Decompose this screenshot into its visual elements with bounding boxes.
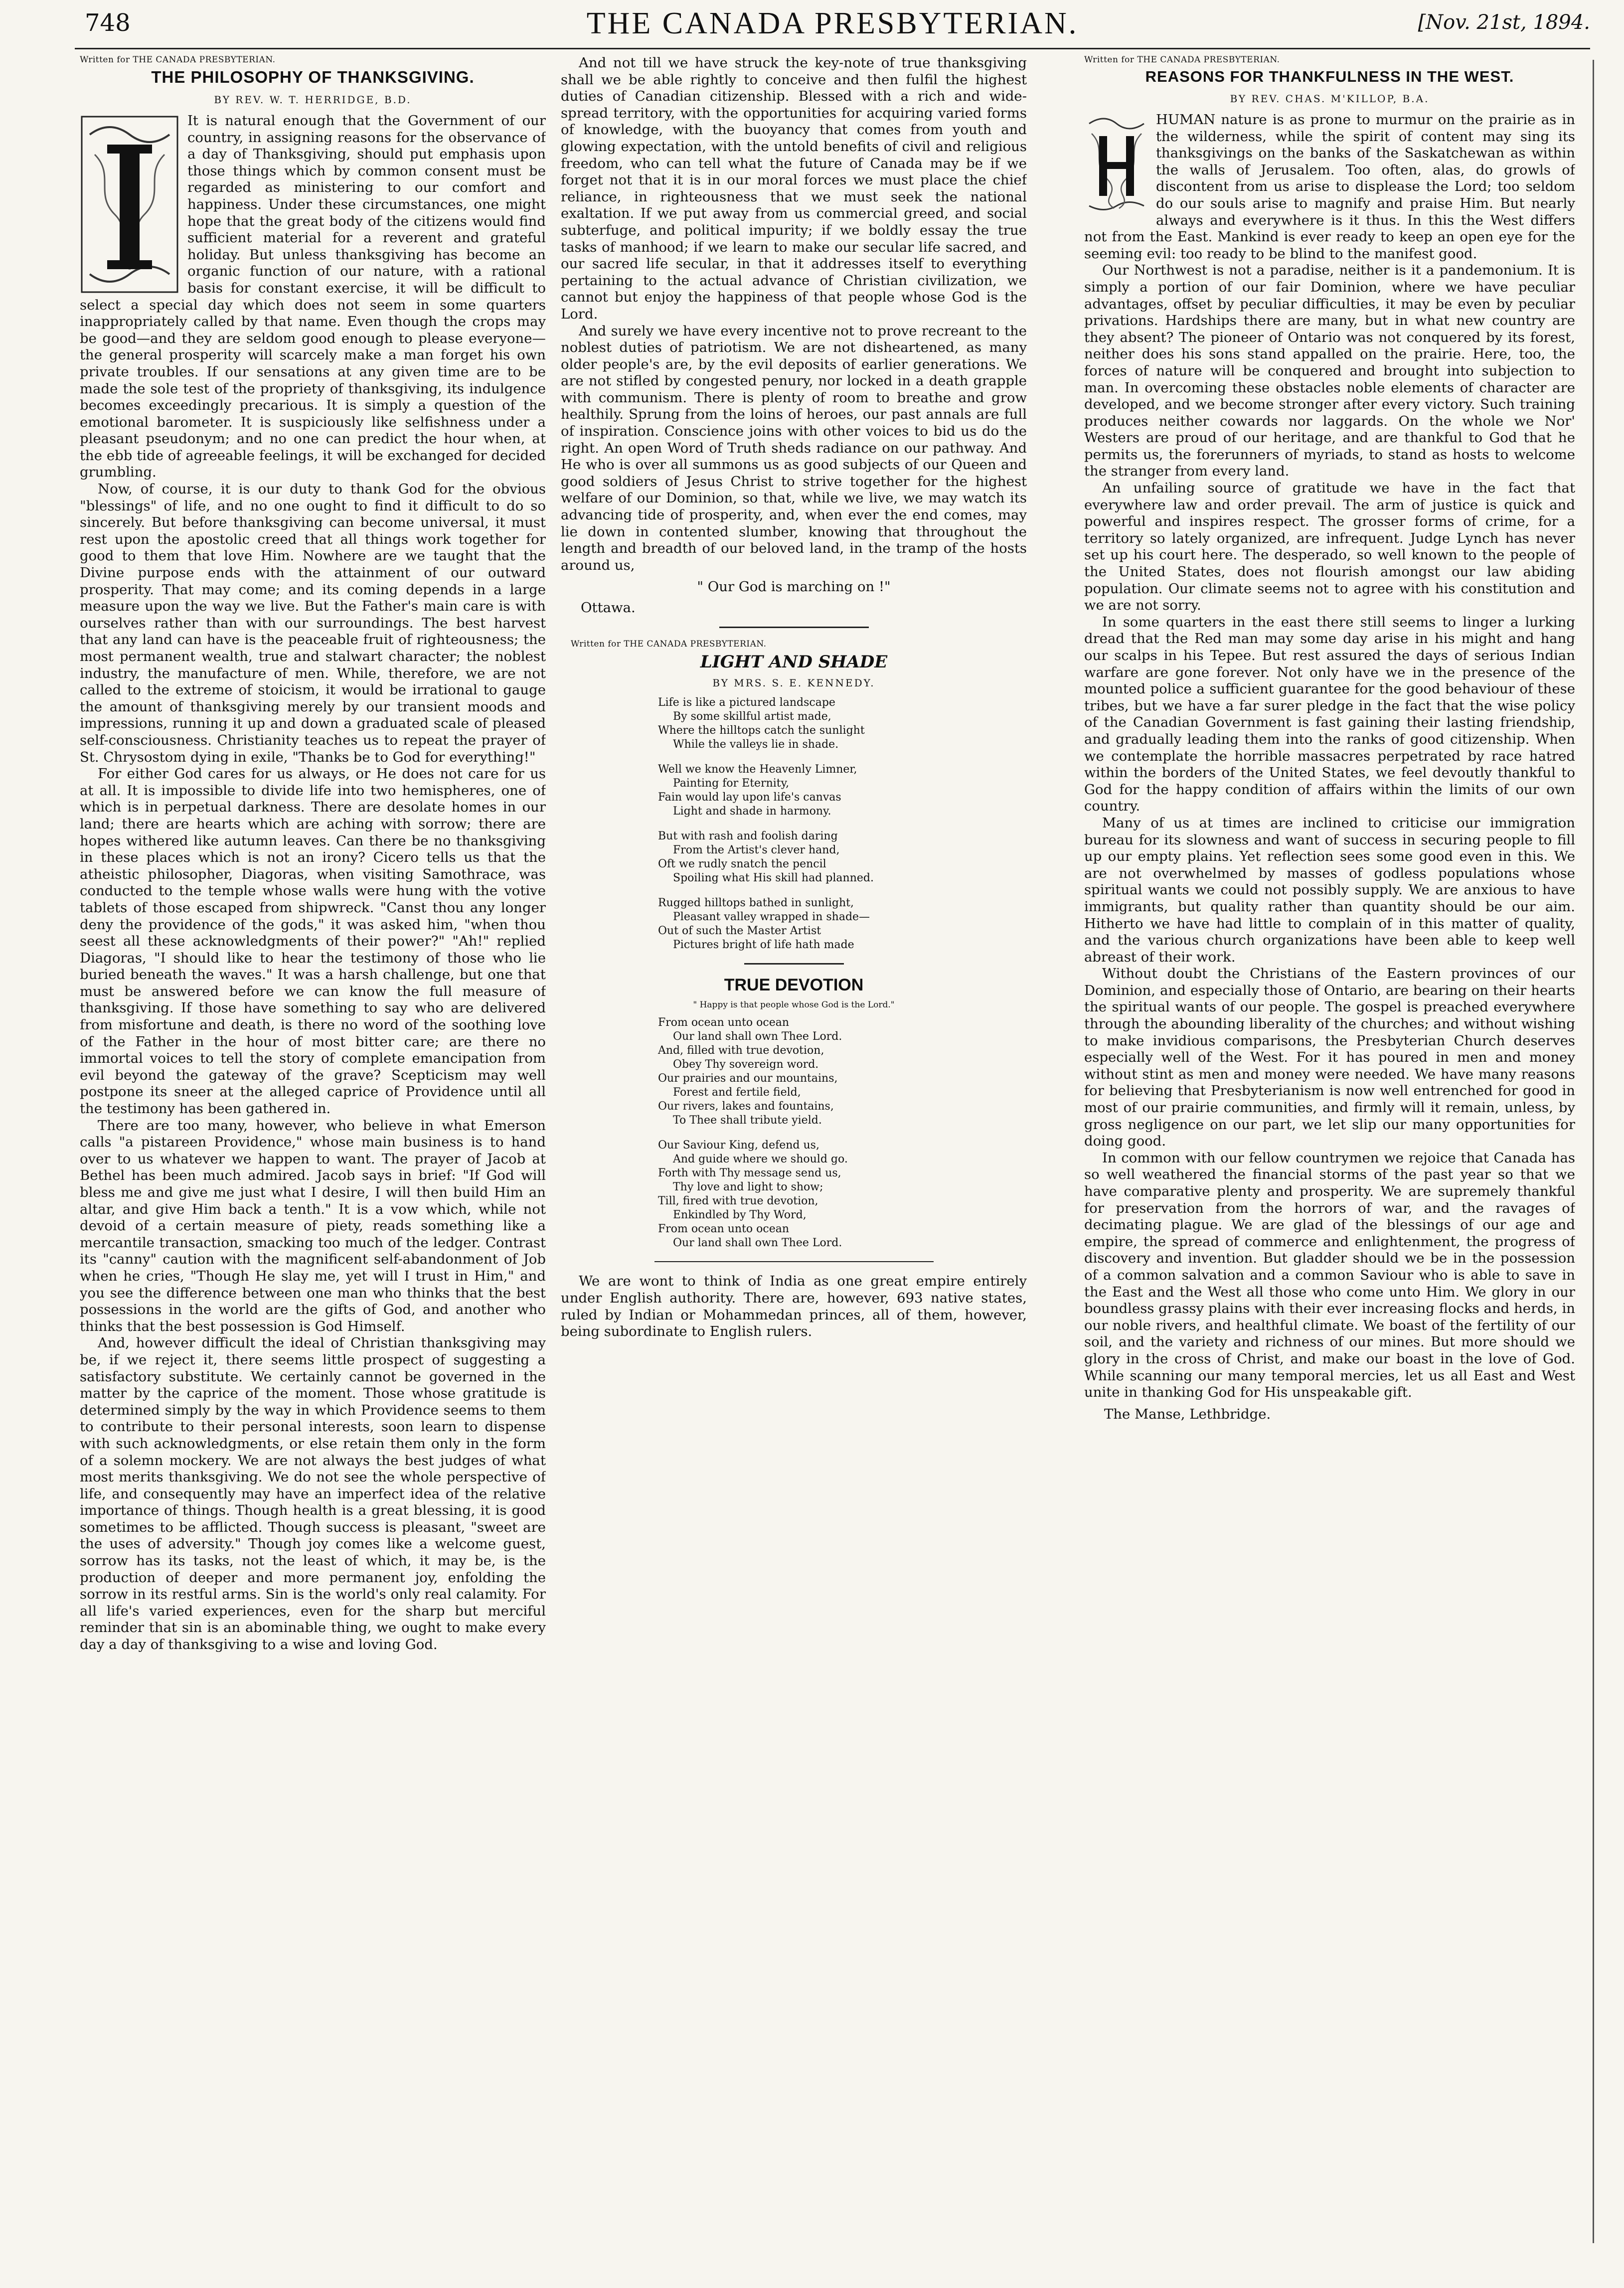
poem1-stanza [658,696,1027,752]
page-edge-rule [1593,60,1594,2243]
article2-paragraph: An unfailing source of gratitude we have in the fact that everywhere law and order prevail. The arm of justice is quick and powerful and inspires respect. The grosser forms of crime, for a territory so lately organized, are infrequent. Judge Lynch has never set up his court here. The desperado, so well known to the people of the United States, does not flourish amongst our law abiding population. Our climate seems not to agree with his constitution and we are not sorry. [1084,480,1575,614]
poem-line: Our rivers, lakes and fountains, [658,1100,834,1113]
article2-written-for: Written for THE CANADA PRESBYTERIAN. [1084,55,1280,65]
poem-line: Where the hilltops catch the sunlight [658,724,865,737]
article2-paragraph: Our Northwest is not a paradise, neither is it a pandemonium. It is simply a portion of our fair Dominion, where we have peculiar advantages, offset by peculiar difficulties, it may be even by peculiar privations. Hardships there are many, but in what new country are they absent? The pioneer of Ontario was not conquered by its forest, neither does his sons stand appalled on the prairie. Here, too, the forces of nature will be conquered and brought into subjection to man. In overcoming these obstacles noble elements of character are developed, and we become stronger after every victory. Such training produces neither cowards nor laggards. On the whole we Nor' Westers are proud of our heritage, and are thankful to God that he permits us, the forerunners of myriads, to stand as hosts to welcome the stranger from every land. [1084,262,1575,480]
poem-line: Rugged hilltops bathed in sunlight, [658,897,854,910]
poem-line: From ocean unto ocean [658,1016,790,1029]
separator-rule [654,1261,934,1262]
poem-line: Forth with Thy message send us, [658,1167,841,1180]
poem1-byline: BY MRS. S. E. KENNEDY. [712,677,875,689]
column-1 [80,55,546,2268]
poem-line: And guide where we should go. [673,1153,848,1166]
poem2-epigraph: " Happy is that people whose God is the Lord." [693,1000,895,1010]
poem1-body [658,696,1027,952]
article2-title: REASONS FOR THANKFULNESS IN THE WEST. [1145,68,1514,85]
poem-line: To Thee shall tribute yield. [673,1114,822,1127]
article1-paragraph: Now, of course, it is our duty to thank God for the obvious "blessings" of life, and no one ought to find it difficult to do so sincerely. But before thanksgiving can become universal, it must rest upon the apostolic creed that all things work together for good to them that love Him. Nowhere are we taught that the Divine purpose ends with the attainment of our outward prosperity. That may come; and its coming depends in a large measure upon the way we live. But the Father's main care is with ourselves rather than with our surroundings. The best harvest that any land can have is the peaceable fruit of righteousness; the most permanent wealth, true and stalwart character; the noblest industry, the manufacture of men. While, therefore, we are not called to the extreme of stoicism, it would be irrational to gauge the amount of thanksgiving merely by our transient moods and impressions, running it up and down a graduated scale of pleased self-consciousness. Christianity teaches us to repeat the prayer of St. Chrysostom dying in exile, "Thanks be to God for everything!" [80,481,546,765]
article2-place: The Manse, Lethbridge. [1104,1406,1271,1422]
poem-line: Spoiling what His skill had planned. [673,872,874,885]
poem-line: Fain would lay upon life's canvas [658,791,841,804]
article1-byline: BY REV. W. T. HERRIDGE, B.D. [214,94,412,106]
poem-line: And, filled with true devotion, [658,1044,824,1057]
article1-paragraph: And surely we have every incentive not to prove recreant to the noblest duties of patriotism. We are not disheartened, as many older people's are, by the evil deposits of earlier generations. We are not stifled by congested penury, nor locked in a death grapple with communism. There is plenty of room to breathe and grow healthily. Sprung from the loins of heroes, our past annals are full of inspiration. Conscience joins with other voices to bid us do the right. An open Word of Truth sheds radiance on our pathway. And He who is over all summons us as good subjects of our Queen and good soldiers of Jesus Christ to strive together for the highest welfare of our Dominion, so that, while we live, we may watch its advancing tide of prosperity, and, when ever the end comes, may lie down in contented slumber, knowing that throughout the length and breadth of our beloved land, in the tramp of the hosts around us, [561,323,1027,573]
poem-line: But with rash and foolish daring [658,830,838,843]
poem-line: Out of such the Master Artist [658,925,821,938]
poem-line: Our Saviour King, defend us, [658,1139,819,1152]
article2-paragraph: In some quarters in the east there still seems to linger a lurking dread that the Red man may some day arise in his might and hang our scalps in his Tepee. But rest assured the days of serious Indian warfare are gone forever. Not only have we in the presence of the mounted police a sufficient guarantee for the good behaviour of these tribes, but we have a far surer pledge in the fact that the wise policy of the Canadian Government is fast gaining their lasting friendship, and gradually leading them into the ranks of good citizenship. When we contemplate the horrible massacres perpetrated by race hatred within the borders of the United States, we feel devoutly thankful to God for the happy condition of affairs within the limits of our own country. [1084,614,1575,815]
poem-line: Light and shade in harmony. [673,805,831,818]
article2-paragraph: Without doubt the Christians of the Eastern provinces of our Dominion, and especially those of Ontario, are bearing on their hearts the spiritual wants of our people. The gospel is preached everywhere through the abounding liberality of the churches; and without wishing to make invidious comparisons, the Presbyterian Church deserves especially well of the West. For it has poured in men and money without stint as men and money were needed. We have many reasons for believing that Presbyterianism is now well entrenched for good in most of our prairie communities, and firmly will it remain, unless, by gross negligence on our part, we let slip our many opportunities for doing good. [1084,966,1575,1149]
poem-line: Till, fired with true devotion, [658,1195,818,1208]
masthead [75,5,1590,45]
article1-paragraph: There are too many, however, who believe in what Emerson calls "a pistareen Providence," whose main business is to hand over to us whatever we happen to want. The prayer of Jacob at Bethel has been much admired. Jacob says in brief: "If God will bless me and give me just what I desire, I will then build Him an altar, and give Him back a tenth." It is a vow which, while not devoid of a certain measure of piety, reads something like a mercantile transaction, smacking too much of the ledger. Contrast its "canny" caution with the magnificent self-abandonment of Job when he cries, "Though He slay me, yet will I trust in Him," and you see the difference between one man who thinks that the best possessions in the world are the gifts of God, and another who thinks that the best possession is God Himself. [80,1117,546,1334]
poem-line: Life is like a pictured landscape [658,696,835,709]
article2-paragraph: HUMAN nature is as prone to murmur on the prairie as in the wilderness, while the spirit of content may sing its thanksgivings on the banks of the Saskatchewan as within the walls of Jerusalem. Too often, alas, do growls of discontent from us arise to displease the Lord; too seldom do our souls arise to magnify and praise Him. But nearly always and everywhere is it thus. In this the West differs not from the East. Mankind is ever ready to keep an open eye for the seeming evil: too ready to be blind to the manifest good. [1084,112,1575,262]
poem1-stanza [658,763,1027,818]
poem-line: Thy love and light to show; [673,1181,823,1194]
poem-line: Enkindled by Thy Word, [673,1209,807,1222]
article2-paragraph: Many of us at times are inclined to criticise our immigration bureau for its slowness and want of success in securing people to fill up our empty plains. Yet reflection sees some good even in this. We are not overwhelmed by masses of godless populations whose spiritual wants we could not possibly supply. We are anxious to have immigrants, but quality rather than quantity should be our aim. Hitherto we have had little to complain of in this matter of quality, and the various church organizations have been able to keep well abreast of their work. [1084,815,1575,965]
issue-date: [Nov. 21st, 1894. [1418,11,1590,34]
poem1-stanza [658,829,1027,885]
india-note: We are wont to think of India as one great empire entirely under English authority. There are, however, 693 native states, ruled by Indian or Mohammedan princes, all of them, however, being subordinate to English rulers. [561,1273,1027,1340]
separator-rule [744,963,844,965]
poem-line: Our land shall own Thee Lord. [673,1030,842,1043]
poem-line: By some skillful artist made, [673,710,831,723]
article2-paragraph: In common with our fellow countrymen we rejoice that Canada has so well weathered the financial storms of the past year so that we have comparative plenty and prosperity. We are supremely thankful for preservation from the horrors of war, and the ravages of decimating plague. We are glad of the blessings of our age and empire, the spread of commerce and enlightenment, the progress of discovery and invention. But gladder should we be in the possession of a common salvation and a common Saviour who is able to save in the East and the West all those who come unto Him. We glory in our boundless grassy plains with their ever increasing flocks and herds, in our noble rivers, and healthful climate. We boast of the fertility of our soil, and the variety and richness of our mines. But more should we glory in the cross of Christ, and make our boast in the love of God. While scanning our many temporal mercies, let us all East and West unite in thanking God for His unspeakable gift. [1084,1149,1575,1401]
poem-line: Well we know the Heavenly Limner, [658,763,857,776]
poem-line: Painting for Eternity, [673,777,790,790]
poem-line: Oft we rudly snatch the pencil [658,858,826,871]
poem-line: Our prairies and our mountains, [658,1072,838,1085]
article1-closing-quote: " Our God is marching on !" [697,579,891,595]
poem-line: From the Artist's clever hand, [673,844,840,857]
poem2-title: TRUE DEVOTION [724,976,864,995]
poem2-stanza [658,1016,1027,1128]
article2-byline: BY REV. CHAS. M'KILLOP, B.A. [1230,93,1430,105]
poem2-body [658,1016,1027,1250]
poem-line: Obey Thy sovereign word. [673,1058,819,1071]
column-3 [1084,55,1575,2268]
poem-line: Forest and fertile field, [673,1086,801,1099]
column-2 [561,55,1027,2268]
article1-written-for: Written for THE CANADA PRESBYTERIAN. [80,55,276,65]
article1-paragraph: And not till we have struck the key-note of true thanksgiving shall we be able rightly to conceive and then fulfil the highest duties of Canadian citizenship. Blessed with a rich and wide-spread territory, with the opportunities for acquiring varied forms of knowledge, with the buoyancy that comes from youth and glowing expectation, with the untold benefits of civil and religious freedom, who can tell what the future of Canada may be if we forget not that it is in our moral forces we must place the chief reliance, in righteousness that we must seek the national exaltation. If we put away from us commercial greed, and social subterfuge, and political impurity; if we boldly essay the true tasks of manhood; if we learn to make our secular life sacred, and our sacred life secular, in that it addresses itself to everything pertaining to the actual advance of Christian civilization, we cannot but enjoy the happiness of that people whose God is the Lord. [561,55,1027,322]
article1-paragraph: For either God cares for us always, or He does not care for us at all. It is impossible to divide life into two hemispheres, one of which is in perpetual darkness. There are desolate homes in our land; there are hearts which are aching with sorrow; there are hopes withered like autumn leaves. Can there be no thanksgiving in these places which is not an irony? Cicero tells us that the atheistic philosopher, Diagoras, when visiting Samothrace, was conducted to the temple whose walls were hung with the votive tablets of those escaped from shipwreck. "Canst thou any longer deny the providence of the gods," it was asked him, "when thou seest all these acknowledgments of their power?" "Ah!" replied Diagoras, "I should like to hear the testimony of those who lie buried beneath the waves." It was a harsh challenge, but one that must be answered before we can know the full measure of thanksgiving. If those have something to say who are delivered from misfortune and death, is there no word of the soothing love of the Father in the hour of most bitter care; are there no immortal voices to tell the story of complete emancipation from evil beyond the gateway of the grave? Scepticism may well postpone its sneer at the alleged caprice of Providence until all the testimony has been gathered in. [80,766,546,1117]
poem-line: Pictures bright of life hath made [673,939,854,952]
poem1-stanza [658,896,1027,952]
poem-line: Our land shall own Thee Lord. [673,1237,842,1250]
article1-paragraph: And, however difficult the ideal of Christian thanksgiving may be, if we reject it, there seems little prospect of suggesting a satisfactory substitute. We certainly cannot be governed in the matter by the caprice of the moment. Those whose gratitude is determined simply by the way in which Providence seems to them to contribute to their personal interests, soon learn to dispense with such acknowledgments, or else retain them only in the form of a solemn mockery. We are not always the best judges of what most merits thanksgiving. We do not see the whole perspective of life, and consequently may have an imperfect idea of the relative importance of things. Though health is a great blessing, it is good sometimes to be afflicted. Though success is pleasant, "sweet are the uses of adversity." Though joy comes like a welcome guest, sorrow has its tasks, not the least of which, it may be, is the production of deeper and more permanent joy, enfolding the sorrow in its restful arms. Sin is the world's only real calamity. For all life's varied experiences, even for the sharp but merciful reminder that sin is an abominable thing, we ought to make every day a day of thanksgiving to a wise and loving God. [80,1335,546,1653]
masthead-rule [75,48,1590,49]
poem-line: While the valleys lie in shade. [673,738,839,751]
ornamental-initial-i-icon [80,115,179,294]
article1-place: Ottawa. [581,600,636,616]
article1-paragraph: It is natural enough that the Government of our country, in assigning reasons for the observance of a day of Thanksgiving, should put emphasis upon those things which by common consent must be regarded as ministering to our comfort and happiness. Under these circumstances, one might hope that the great body of the citizens would find sufficient material for a reverent and grateful holiday. But unless thanksgiving has become an organic function of our nature, with a rational basis for constant exercise, it will be difficult to select a special day which does not seem in some quarters inappropriately called by that name. Even though the crops may be good—and they are seldom good enough to please everyone—the general prosperity will scarcely make a man forget his own private troubles. If our sensations at any given time are to be made the sole test of the propriety of thanksgiving, its indulgence becomes exceedingly precarious. It is simply a question of the emotional barometer. It is suspiciously like selfishness under a pleasant pseudonym; and no one can predict the hour when, at the ebb tide of agreeable feelings, it will be exchanged for decided grumbling. [80,113,546,481]
poem1-title: LIGHT AND SHADE [700,652,888,672]
separator-rule [719,627,869,628]
article1-title: THE PHILOSOPHY OF THANKSGIVING. [151,68,475,86]
page-number: 748 [85,9,131,37]
poem-line: From ocean unto ocean [658,1223,790,1236]
poem1-written-for: Written for THE CANADA PRESBYTERIAN. [571,639,767,650]
paper-title: THE CANADA PRESBYTERIAN. [586,6,1079,40]
poem2-stanza [658,1139,1027,1250]
poem-line: Pleasant valley wrapped in shade— [673,911,870,924]
ornamental-initial-h-icon [1084,114,1149,213]
